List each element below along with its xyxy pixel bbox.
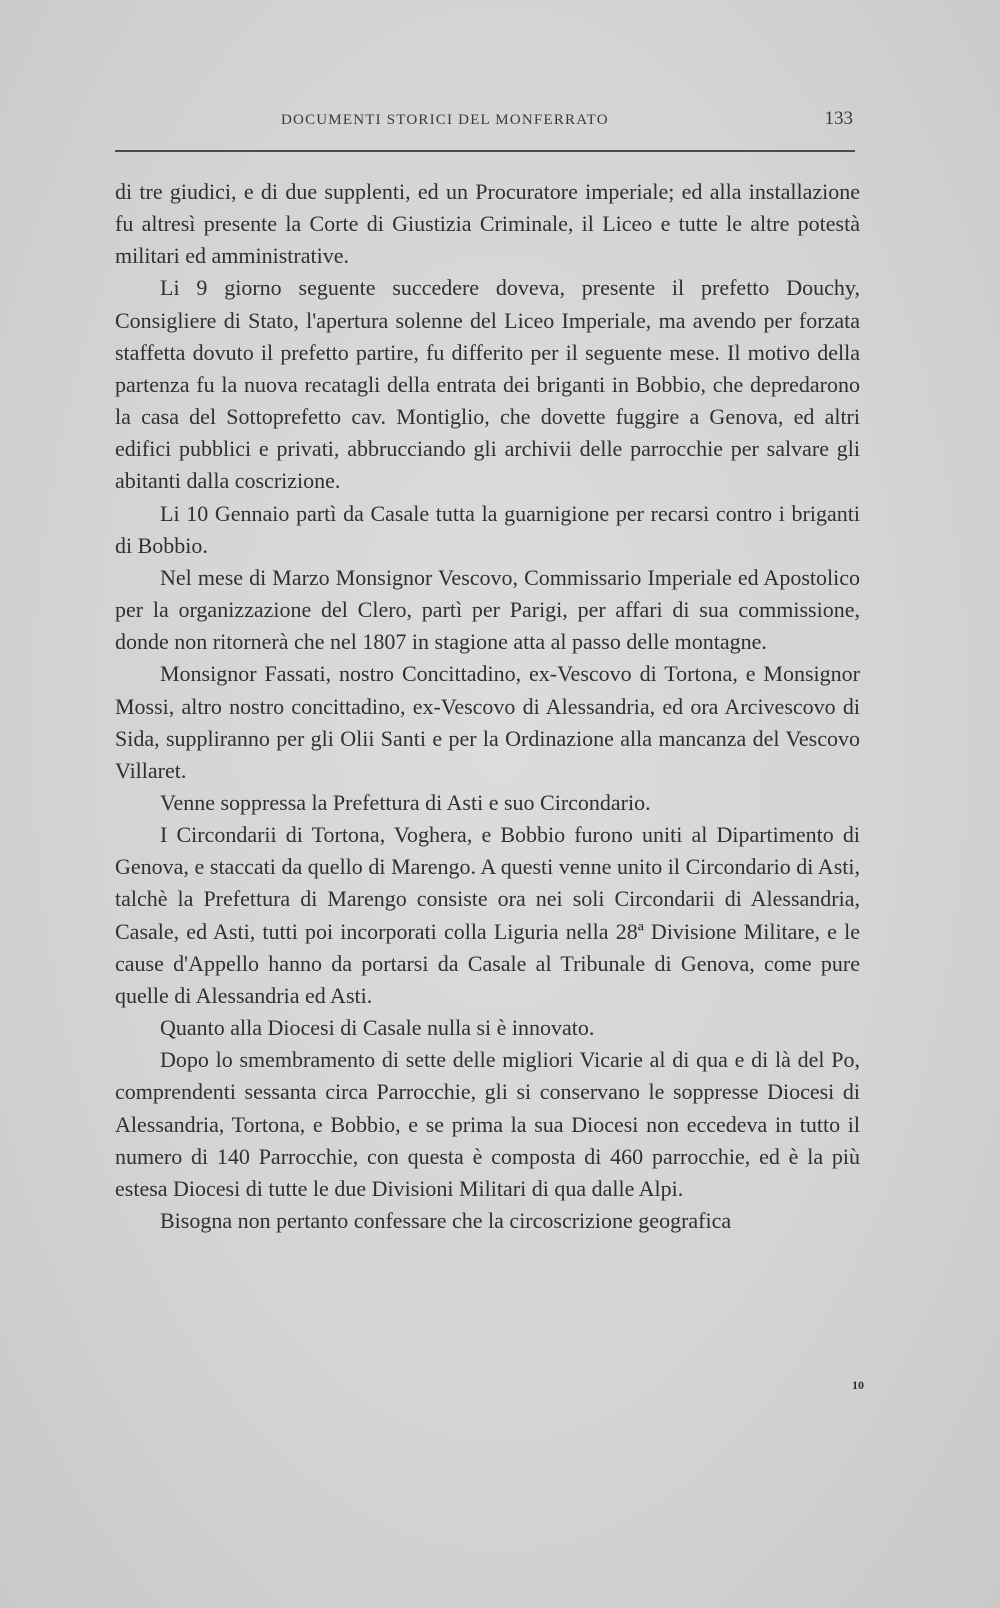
paragraph: Monsignor Fassati, nostro Concittadino, ex-Vescovo di Tortona, e Monsignor Mossi, altro nostro concittadino, ex-Vescovo di Alessandria, ed ora Arcivescovo di Sida, suppliranno per gli Olii Santi e per la Ordinazione alla mancanza del Vescovo Villaret. bbox=[115, 661, 860, 783]
page-number: 133 bbox=[824, 108, 853, 129]
paragraph: Dopo lo smembramento di sette delle migliori Vicarie al di qua e di là del Po, comprendenti sessanta circa Parrocchie, gli si conservano le soppresse Diocesi di Alessandria, Tortona, e Bobbio, e se prima la sua Diocesi non eccedeva in tutto il numero di 140 Parrocchie, con questa è composta di 460 parrocchie, ed è la più estesa Diocesi di tutte le due Divisioni Militari di qua dalle Alpi. bbox=[115, 1047, 860, 1201]
header-rule bbox=[115, 150, 855, 152]
paragraph: Bisogna non pertanto confessare che la circoscrizione geografica bbox=[160, 1208, 732, 1233]
paragraph: di tre giudici, e di due supplenti, ed un Procuratore imperiale; ed alla installazione fu altresì presente la Corte di Giustizia Criminale, il Liceo e tutte le altre potestà militari ed amministrative. bbox=[115, 179, 860, 269]
running-title: DOCUMENTI STORICI DEL MONFERRATO bbox=[281, 112, 609, 128]
page-header bbox=[115, 108, 853, 138]
signature-mark: 10 bbox=[852, 1378, 864, 1392]
paragraph: I Circondarii di Tortona, Voghera, e Bobbio furono uniti al Dipartimento di Genova, e staccati da quello di Marengo. A questi venne unito il Circondario di Asti, talchè la Prefettura di Marengo consiste ora nei soli Circondarii di Alessandria, Casale, ed Asti, tutti poi incorporati colla Liguria nella 28ª Divisione Militare, e le cause d'Appello hanno da portarsi da Casale al Tribunale di Genova, come pure quelle di Alessandria ed Asti. bbox=[115, 822, 860, 1008]
paragraph: Li 9 giorno seguente succedere doveva, presente il prefetto Douchy, Consigliere di Stato, l'apertura solenne del Liceo Imperiale, ma avendo per forzata staffetta dovuto il prefetto partire, fu differito per il seguente mese. Il motivo della partenza fu la nuova recatagli della entrata dei briganti in Bobbio, che depredarono la casa del Sottoprefetto cav. Montiglio, che dovette fuggire a Genova, ed altri edifici pubblici e privati, abbrucciando gli archivii delle parrocchie per salvare gli abitanti dalla coscrizione. bbox=[115, 275, 860, 494]
paragraph: Li 10 Gennaio partì da Casale tutta la guarnigione per recarsi contro i briganti di Bobbio. bbox=[115, 500, 860, 558]
body-text bbox=[115, 176, 860, 1237]
paragraph: Quanto alla Diocesi di Casale nulla si è innovato. bbox=[160, 1015, 595, 1041]
paragraph: Venne soppressa la Prefettura di Asti e suo Circondario. bbox=[160, 789, 651, 815]
paragraph: Nel mese di Marzo Monsignor Vescovo, Commissario Imperiale ed Apostolico per la organizzazione del Clero, partì per Parigi, per affari di sua commissione, donde non ritornerà che nel 1807 in stagione atta al passo delle montagne. bbox=[115, 564, 860, 655]
